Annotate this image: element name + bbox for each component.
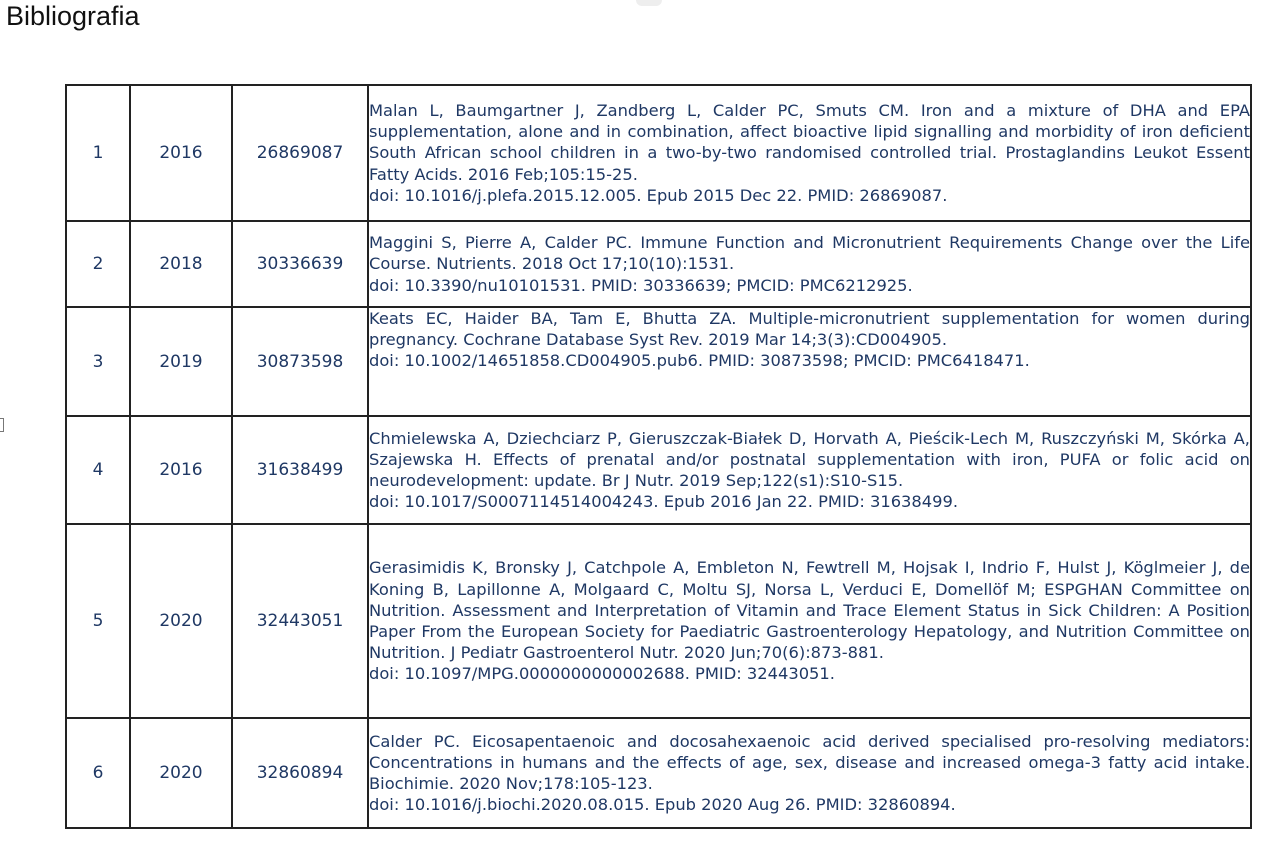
ref-pmid: 30336639 xyxy=(232,221,368,307)
ref-citation xyxy=(368,416,1251,524)
ref-pmid: 26869087 xyxy=(232,85,368,221)
table-row xyxy=(66,718,1251,828)
ref-citation xyxy=(368,307,1251,416)
citation-doi: doi: 10.1016/j.biochi.2020.08.015. Epub 2020 Aug 26. PMID: 32860894. xyxy=(369,795,956,815)
table-row xyxy=(66,307,1251,416)
ref-number: 4 xyxy=(66,416,130,524)
table-row xyxy=(66,416,1251,524)
citation-text: Malan L, Baumgartner J, Zandberg L, Calder PC, Smuts CM. Iron and a mixture of DHA and EPA supplementation, alone and in combination, affect bioactive lipid signalling and morbidity of iron deficient South African school children in a two-by-two randomised controlled trial. Prostaglandins Leukot Essent Fatty Acids. 2016 Feb;105:15-25. xyxy=(369,100,1250,184)
ref-number: 2 xyxy=(66,221,130,307)
citation-doi: doi: 10.1017/S0007114514004243. Epub 2016 Jan 22. PMID: 31638499. xyxy=(369,492,959,512)
ref-number: 1 xyxy=(66,85,130,221)
ref-year: 2020 xyxy=(130,524,232,718)
ref-number: 6 xyxy=(66,718,130,828)
page-title: Bibliografia xyxy=(6,1,140,31)
ref-year: 2016 xyxy=(130,85,232,221)
citation-doi: doi: 10.1097/MPG.0000000000002688. PMID: 32443051. xyxy=(369,664,835,684)
citation-doi: doi: 10.1002/14651858.CD004905.pub6. PMID: 30873598; PMCID: PMC6418471. xyxy=(369,351,1030,371)
ref-pmid: 32443051 xyxy=(232,524,368,718)
ref-citation xyxy=(368,221,1251,307)
ref-pmid: 30873598 xyxy=(232,307,368,416)
ref-citation xyxy=(368,85,1251,221)
ref-citation xyxy=(368,524,1251,718)
ref-year: 2020 xyxy=(130,718,232,828)
ref-year: 2016 xyxy=(130,416,232,524)
ref-number: 5 xyxy=(66,524,130,718)
ref-year: 2018 xyxy=(130,221,232,307)
citation-text: Calder PC. Eicosapentaenoic and docosahexaenoic acid derived specialised pro-resolving mediators: Concentrations in humans and the effects of age, sex, disease and increased omega-3 fatty acid intake. Biochimie. 2020 Nov;178:105-123. xyxy=(369,731,1250,793)
table-row xyxy=(66,85,1251,221)
ref-pmid: 32860894 xyxy=(232,718,368,828)
references-table xyxy=(65,84,1252,829)
citation-doi: doi: 10.3390/nu10101531. PMID: 30336639; PMCID: PMC6212925. xyxy=(369,275,913,295)
table-row xyxy=(66,221,1251,307)
citation-text: Chmielewska A, Dziechciarz P, Gieruszczak-Białek D, Horvath A, Pieścik-Lech M, Ruszczyński M, Skórka A, Szajewska H. Effects of prenatal and/or postnatal supplementation with iron, PUFA or folic acid on neurodevelopment: update. Br J Nutr. 2019 Sep;122(s1):S10-S15. xyxy=(369,428,1250,490)
ref-pmid: 31638499 xyxy=(232,416,368,524)
ref-number: 3 xyxy=(66,307,130,416)
citation-text: Gerasimidis K, Bronsky J, Catchpole A, Embleton N, Fewtrell M, Hojsak I, Indrio F, Hulst J, Köglmeier J, de Koning B, Lapillonne A, Molgaard C, Moltu SJ, Norsa L, Verduci E, Domellöf M; ESPGHAN Committee on Nutrition. Assessment and Interpretation of Vitamin and Trace Element Status in Sick Children: A Position Paper From the European Society for Paediatric Gastroenterology Hepatology, and Nutrition Committee on Nutrition. J Pediatr Gastroenterol Nutr. 2020 Jun;70(6):873-881. xyxy=(369,558,1250,663)
ref-year: 2019 xyxy=(130,307,232,416)
table-row xyxy=(66,524,1251,718)
citation-text: Keats EC, Haider BA, Tam E, Bhutta ZA. Multiple-micronutrient supplementation for women during pregnancy. Cochrane Database Syst Rev. 2019 Mar 14;3(3):CD004905. xyxy=(369,309,1250,350)
side-marker xyxy=(0,418,4,432)
citation-text: Maggini S, Pierre A, Calder PC. Immune Function and Micronutrient Requirements Change over the Life Course. Nutrients. 2018 Oct 17;10(10):1531. xyxy=(369,233,1250,274)
ref-citation xyxy=(368,718,1251,828)
citation-doi: doi: 10.1016/j.plefa.2015.12.005. Epub 2015 Dec 22. PMID: 26869087. xyxy=(369,185,948,205)
scroll-indicator xyxy=(636,0,662,6)
